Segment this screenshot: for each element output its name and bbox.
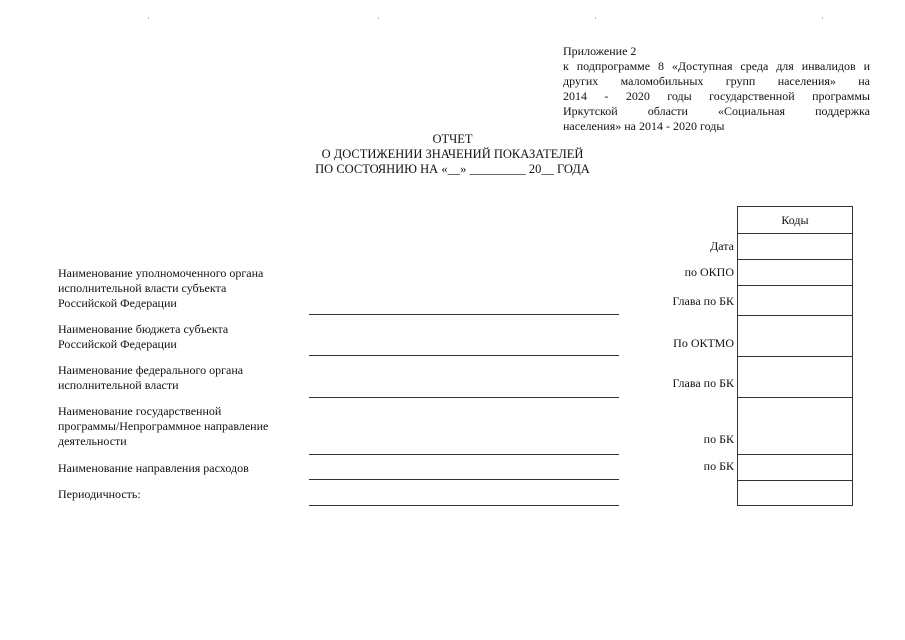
scan-dot — [148, 17, 149, 19]
scan-dot — [822, 17, 823, 19]
federal-authority-blank-line — [309, 397, 619, 398]
code-label-head-bk: Глава по БК — [672, 294, 734, 308]
authority-blank-line — [309, 314, 619, 315]
appendix-line: Иркутской области «Социальная поддержка — [563, 104, 870, 118]
code-label-okpo: по ОКПО — [684, 265, 734, 279]
program-blank-line — [309, 454, 619, 455]
codes-row-divider — [738, 480, 852, 481]
codes-row-divider — [738, 397, 852, 398]
appendix-line: населения» на 2014 - 2020 годы — [563, 119, 725, 133]
program-label: Наименование государственной программы/Непрограммное направление деятельности — [58, 404, 269, 448]
scan-dot — [595, 17, 596, 19]
codes-row-divider — [738, 233, 852, 234]
report-subtitle: О ДОСТИЖЕНИИ ЗНАЧЕНИЙ ПОКАЗАТЕЛЕЙ — [321, 147, 584, 161]
codes-row-divider — [738, 356, 852, 357]
codes-table — [737, 206, 853, 506]
codes-row-divider — [738, 285, 852, 286]
budget-label: Наименование бюджета субъекта Российской Федерации — [58, 322, 229, 351]
code-label-head-bk-2: Глава по БК — [672, 376, 734, 390]
periodicity-label: Периодичность: — [58, 487, 141, 501]
federal-authority-label: Наименование федерального органа исполнительной власти — [58, 363, 244, 392]
direction-blank-line — [309, 479, 619, 480]
budget-blank-line — [309, 355, 619, 356]
appendix-line: Приложение 2 — [563, 44, 637, 58]
appendix-note — [563, 44, 870, 134]
periodicity-blank-line — [309, 505, 619, 506]
appendix-line: других маломобильных групп населения» на — [563, 74, 870, 88]
code-label-oktmo: По ОКТМО — [673, 336, 734, 350]
appendix-line: 2014 - 2020 годы государственной программы — [563, 89, 870, 103]
appendix-line: к подпрограмме 8 «Доступная среда для инвалидов и — [563, 59, 870, 73]
direction-label: Наименование направления расходов — [58, 461, 249, 475]
code-label-date: Дата — [710, 239, 734, 253]
codes-row-divider — [738, 315, 852, 316]
codes-row-divider — [738, 454, 852, 455]
code-label-bk: по БК — [703, 432, 734, 446]
report-date-line: ПО СОСТОЯНИЮ НА «__» _________ 20__ ГОДА — [315, 162, 590, 176]
codes-header: Коды — [781, 213, 809, 227]
codes-row-divider — [738, 259, 852, 260]
code-label-bk-2: по БК — [703, 459, 734, 473]
authority-label: Наименование уполномоченного органа исполнительной власти субъекта Российской Федерации — [58, 266, 264, 310]
scan-dot — [378, 17, 379, 19]
report-title: ОТЧЕТ — [432, 132, 473, 146]
